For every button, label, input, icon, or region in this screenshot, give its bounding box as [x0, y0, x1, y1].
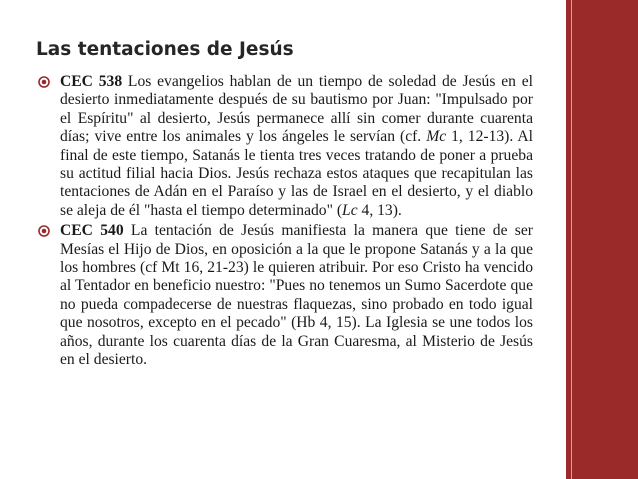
sidebar-divider [571, 0, 572, 479]
accent-sidebar [566, 0, 638, 479]
bullet-label: CEC 540 [60, 222, 124, 240]
bullet-text-part: 4, 13). [357, 201, 402, 219]
circle-bullet-icon [38, 76, 50, 88]
scripture-reference: Lc [342, 201, 358, 219]
scripture-reference: Mc [426, 128, 447, 146]
bullet-label: CEC 538 [60, 73, 123, 90]
slide-body [36, 73, 533, 372]
circle-bullet-icon [38, 225, 50, 237]
bullet-text-part: 1, 12-13). Al final de este tiempo, Satanás le tienta tres veces tratando de poner a prueba su actitud filial hacia Dios. Jesús rechaza estos ataques que recapitulan las tentaciones de Adán en el Paraíso y las de Israel en el desierto, y el diablo se aleja de él "hasta el tiempo determinado" ( [60, 128, 533, 219]
slide-title: Las tentaciones de Jesús [36, 39, 294, 60]
bullet-text-part: Los evangelios hablan de un tiempo de soledad de Jesús en el desierto inmediatamente después de su bautismo por Juan: "Impulsado por el Espíritu" al desierto, Jesús permanece allí sin comer durante cuarenta días; vive entre los animales y los ángeles le servían (cf. [60, 73, 533, 146]
bullet-item [36, 73, 533, 220]
bullet-text [60, 222, 533, 369]
bullet-text-part: La tentación de Jesús manifiesta la manera que tiene de ser Mesías el Hijo de Dios, en oposición a la que le propone Satanás y a la que los hombres (cf Mt 16, 21-23) le quieren atribuir. Por eso Cristo ha vencido al Tentador en beneficio nuestro: "Pues no tenemos un Sumo Sacerdote que no pueda compadecerse de nuestras flaquezas, sino probado en todo igual que nosotros, excepto en el pecado" (Hb 4, 15). La Iglesia se une todos los años, durante los cuarenta días de la Gran Cuaresma, al Misterio de Jesús en el desierto. [60, 222, 533, 369]
bullet-text [60, 73, 533, 220]
bullet-item [36, 222, 533, 369]
